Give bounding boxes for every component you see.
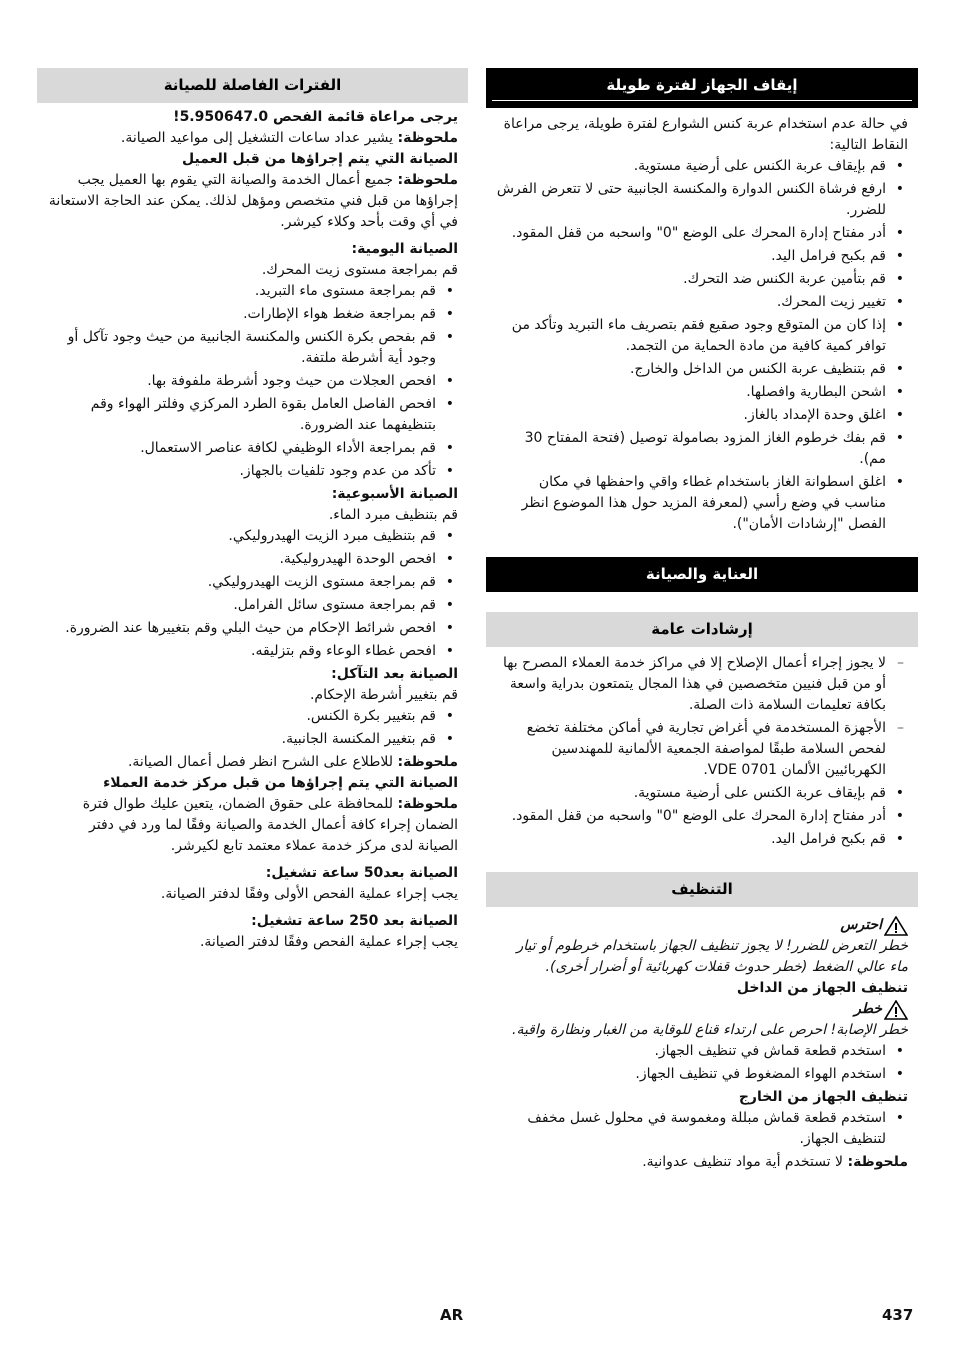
section-heading-care-maintenance: العناية والصيانة — [486, 557, 918, 592]
daily-maintenance-title: الصيانة اليومية: — [351, 241, 458, 257]
section-heading-maintenance-intervals: الفترات الفاصلة للصيانة — [37, 68, 468, 103]
list-item: • قم بتنظيف عربة الكنس من الداخل والخارج. — [496, 359, 886, 380]
wear-maintenance-title: الصيانة بعد التآكل: — [331, 666, 458, 682]
outside-cleaning-title: تنظيف الجهاز من الخارج — [738, 1089, 908, 1105]
list-item: • اغلق وحدة الإمداد بالغاز. — [496, 405, 886, 426]
list-item: • قم بتنظيف مبرد الزيت الهيدروليكي. — [47, 526, 436, 547]
danger-text: خطر الإصابة! احرص على ارتداء قناع للوقاية من الغبار ونظارة واقية. — [512, 1022, 908, 1038]
note-warranty: ملحوظة: للمحافظة على حقوق الضمان، يتعين عليك طوال فترة الضمان إجراء كافة أعمال الخدمة والصيانة وفقًا لما ورد في دفتر الصيانة لدى مركز خدمة عملاء معتمد تابع لكيرشر. — [82, 796, 458, 854]
daily-maintenance-list — [47, 281, 458, 482]
list-item: • قم بكبح فرامل اليد. — [496, 246, 886, 267]
general-steps-list — [496, 783, 908, 850]
list-item: • استخدم قطعة قماش مبللة ومغموسة في محلول غسل مخفف لتنظيف الجهاز. — [496, 1108, 886, 1150]
weekly-maintenance-intro: قم بتنظيف مبرد الماء. — [328, 507, 458, 523]
wear-maintenance-intro: قم بتغيير أشرطة الإحكام. — [309, 687, 458, 703]
left-column — [37, 68, 468, 953]
list-item: • قم بتغيير بكرة الكنس. — [47, 706, 436, 727]
list-item: • أدر مفتاح إدارة المحرك على الوضع "0" واسحبه من قفل المقود. — [496, 806, 886, 827]
list-item: • قم بمراجعة مستوى الزيت الهيدروليكي. — [47, 572, 436, 593]
list-item: • افحص العجلات من حيث وجود أشرطة ملفوفة بها. — [47, 371, 436, 392]
list-item: • تغيير زيت المحرك. — [496, 292, 886, 313]
list-item: • قم بمراجعة الأداء الوظيفي لكافة عناصر الاستعمال. — [47, 438, 436, 459]
list-item: • افحص شرائط الإحكام من حيث البلي وقم بتغييرها عند الضرورة. — [47, 618, 436, 639]
general-notes-list — [496, 653, 908, 781]
list-item: • افحص الوحدة الهيدروليكية. — [47, 549, 436, 570]
maintenance-50h-text: يجب إجراء عملية الفحص الأولى وفقًا لدفتر الصيانة. — [160, 886, 458, 902]
list-item: • قم بمراجعة مستوى سائل الفرامل. — [47, 595, 436, 616]
language-code: AR — [440, 1306, 464, 1324]
list-item: – لا يجوز إجراء أعمال الإصلاح إلا في مراكز خدمة العملاء المصرح بها أو من قبل فنيين متخصصين في هذا المجال يتمتعون بدراية واسعة بكافة تعليمات السلامة ذات الصلة. — [496, 653, 886, 716]
cleaning-note: ملحوظة: لا تستخدم أية مواد تنظيف عدوانية. — [642, 1154, 908, 1170]
list-item: • تأكد من عدم وجود تلفيات بالجهاز. — [47, 461, 436, 482]
inside-cleaning-list — [496, 1041, 908, 1085]
list-item: • قم بكبح فرامل اليد. — [496, 829, 886, 850]
list-item: – الأجهزة المستخدمة في أغراض تجارية في أماكن مختلفة تخضع لفحص السلامة طبقًا لمواصفة الجمعية الألمانية للمهندسين الكهربائيين الألمان VDE 0701. — [496, 718, 886, 781]
maintenance-250h-text: يجب إجراء عملية الفحص وفقًا لدفتر الصيانة. — [199, 934, 458, 950]
customer-maintenance-title: الصيانة التي يتم إجراؤها من قبل العميل — [182, 151, 458, 167]
shutdown-list — [496, 156, 908, 535]
right-column — [486, 68, 918, 1173]
weekly-maintenance-list — [47, 526, 458, 662]
maintenance-50h-title: الصيانة بعد50 ساعة تشغيل: — [265, 865, 458, 881]
danger-heading: خطر — [496, 999, 908, 1020]
list-item: • اغلق اسطوانة الغاز باستخدام غطاء واقي واحفظها في مكان مناسب في وضع رأسي (لمعرفة المزيد حول هذا الموضوع انظر الفصل "إرشادات الأمان"). — [496, 472, 886, 535]
wear-maintenance-list — [47, 706, 458, 750]
checklist-note: يرجى مراعاة قائمة الفحص 5.950647.0! — [173, 109, 458, 125]
list-item: • استخدم قطعة قماش في تنظيف الجهاز. — [496, 1041, 886, 1062]
page-number: 437 — [882, 1306, 914, 1324]
list-item: • اشحن البطارية وافصلها. — [496, 382, 886, 403]
list-item: • قم بمراجعة ضغط هواء الإطارات. — [47, 304, 436, 325]
shutdown-intro: في حالة عدم استخدام عربة كنس الشوارع لفترة طويلة، يرجى مراعاة النقاط التالية: — [503, 116, 908, 153]
section-heading-cleaning: التنظيف — [486, 872, 918, 907]
warning-triangle-icon — [884, 916, 908, 936]
note-customer-maintenance: ملحوظة: جميع أعمال الخدمة والصيانة التي يقوم بها العميل يجب إجراؤها من قبل فني متخصص ومؤهل لذلك. يمكن عند الحاجة الاستعانة في أي وقت بأحد وكلاء كيرشر. — [48, 172, 458, 230]
service-center-title: الصيانة التي يتم إجراؤها من قبل مركز خدمة العملاء — [103, 775, 458, 791]
warning-triangle-icon — [884, 1000, 908, 1020]
maintenance-250h-title: الصيانة بعد 250 ساعة تشغيل: — [251, 913, 458, 929]
weekly-maintenance-title: الصيانة الأسبوعية: — [331, 486, 458, 502]
inside-cleaning-title: تنظيف الجهاز من الداخل — [736, 980, 908, 996]
note-hour-meter: ملحوظة: يشير عداد ساعات التشغيل إلى مواعيد الصيانة. — [120, 130, 458, 146]
list-item: • استخدم الهواء المضغوط في تنظيف الجهاز. — [496, 1064, 886, 1085]
list-item: • إذا كان من المتوقع وجود صقيع فقم بتصريف ماء التبريد وتأكد من توافر كمية كافية من مادة الحماية من التجمد. — [496, 315, 886, 357]
daily-maintenance-intro: قم بمراجعة مستوى زيت المحرك. — [261, 262, 458, 278]
section-heading-long-term-shutdown: إيقاف الجهاز لفترة طويلة — [486, 68, 918, 108]
caution-heading: احترس — [496, 915, 908, 936]
list-item: • أدر مفتاح إدارة المحرك على الوضع "0" واسحبه من قفل المقود. — [496, 223, 886, 244]
caution-text: خطر التعرض للضرر! لا يجوز تنظيف الجهاز باستخدام خرطوم أو تيار ماء عالي الضغط (خطر حدوث قفلات كهربائية أو أضرار أخرى). — [516, 938, 908, 975]
list-item: • قم بتغيير المكنسة الجانبية. — [47, 729, 436, 750]
list-item: • قم بفحص بكرة الكنس والمكنسة الجانبية من حيث وجود تآكل أو وجود أية أشرطة ملتفة. — [47, 327, 436, 369]
note-maintenance-chapter: ملحوظة: للاطلاع على الشرح انظر فصل أعمال الصيانة. — [127, 754, 458, 770]
list-item: • افحص غطاء الوعاء وقم بتزليقه. — [47, 641, 436, 662]
list-item: • قم بإيقاف عربة الكنس على أرضية مستوية. — [496, 156, 886, 177]
list-item: • افحص الفاصل العامل بقوة الطرد المركزي وفلتر الهواء وقم بتنظيفهما عند الضرورة. — [47, 394, 436, 436]
list-item: • ارفع فرشاة الكنس الدوارة والمكنسة الجانبية حتى لا تتعرض الفرش للضرر. — [496, 179, 886, 221]
list-item: • قم بتأمين عربة الكنس ضد التحرك. — [496, 269, 886, 290]
list-item: • قم بإيقاف عربة الكنس على أرضية مستوية. — [496, 783, 886, 804]
list-item: • قم بمراجعة مستوى ماء التبريد. — [47, 281, 436, 302]
outside-cleaning-list — [496, 1108, 908, 1150]
list-item: • قم بفك خرطوم الغاز المزود بصامولة توصيل (فتحة المفتاح 30 مم). — [496, 428, 886, 470]
section-heading-general-notes: إرشادات عامة — [486, 612, 918, 647]
